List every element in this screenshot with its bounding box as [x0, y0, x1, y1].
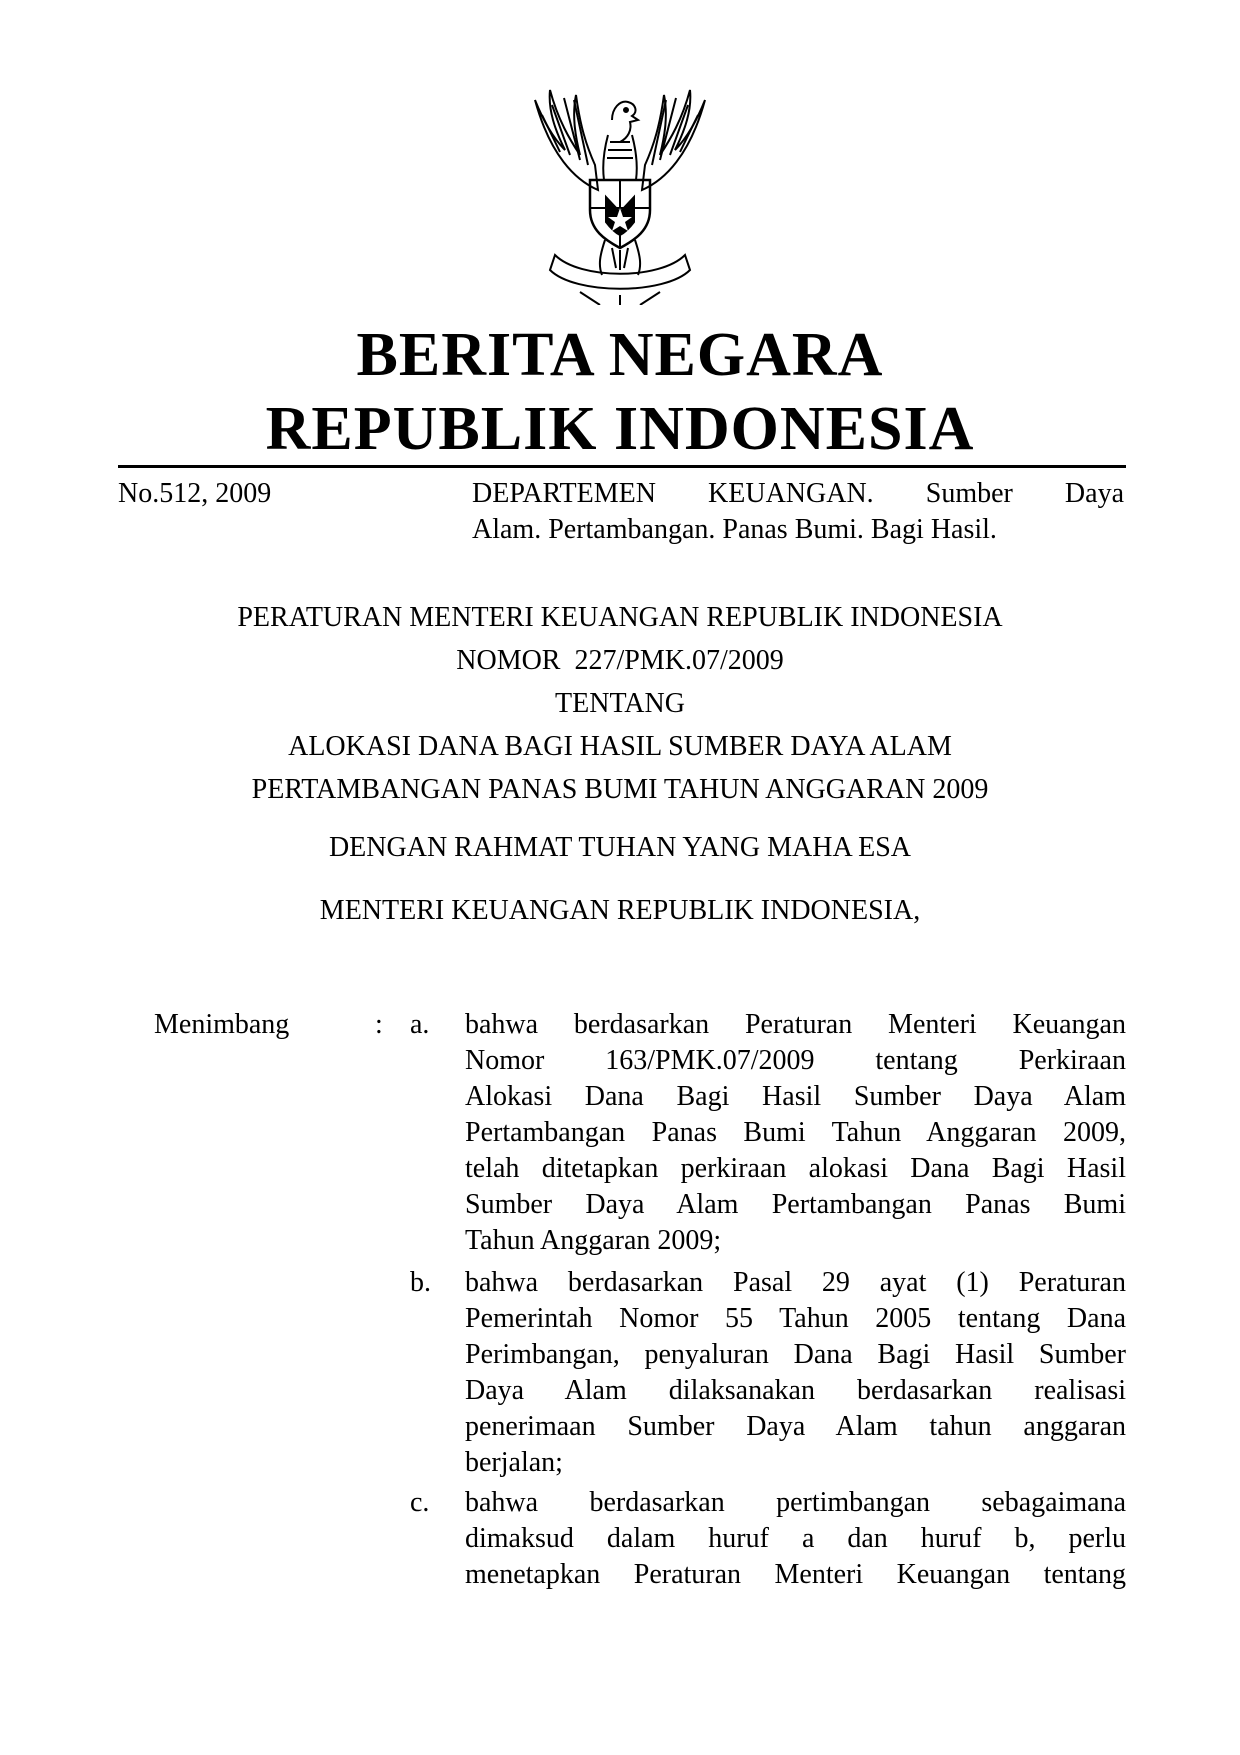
- item-line: Nomor 163/PMK.07/2009 tentang Perkiraan: [465, 1045, 1126, 1076]
- gazette-number: No.512, 2009: [118, 478, 272, 509]
- item-line: Tahun Anggaran 2009;: [465, 1225, 722, 1256]
- item-line: menetapkan Peraturan Menteri Keuangan tentang: [465, 1559, 1126, 1590]
- item-marker: b.: [410, 1267, 431, 1298]
- item-line: penerimaan Sumber Daya Alam tahun anggaran: [465, 1411, 1126, 1442]
- item-line: bahwa berdasarkan Pasal 29 ayat (1) Peraturan: [465, 1267, 1126, 1298]
- department-line-2: Alam. Pertambangan. Panas Bumi. Bagi Hasil.: [472, 514, 997, 545]
- header-divider: [118, 465, 1126, 468]
- gazette-title-line-2: REPUBLIK INDONESIA: [265, 395, 975, 463]
- department-line-1: DEPARTEMEN KEUANGAN. Sumber Daya: [472, 478, 1124, 509]
- authority: MENTERI KEUANGAN REPUBLIK INDONESIA,: [319, 895, 921, 926]
- regulation-number: NOMOR 227/PMK.07/2009: [456, 645, 784, 676]
- item-line: Alokasi Dana Bagi Hasil Sumber Daya Alam: [465, 1081, 1126, 1112]
- gazette-title-line-1: BERITA NEGARA: [356, 321, 884, 389]
- item-line: Sumber Daya Alam Pertambangan Panas Bumi: [465, 1189, 1126, 1220]
- invocation: DENGAN RAHMAT TUHAN YANG MAHA ESA: [328, 832, 912, 863]
- garuda-emblem-icon: [520, 80, 720, 305]
- item-marker: a.: [410, 1009, 430, 1040]
- item-line: Perimbangan, penyaluran Dana Bagi Hasil Sumber: [465, 1339, 1126, 1370]
- item-line: Pemerintah Nomor 55 Tahun 2005 tentang Dana: [465, 1303, 1126, 1334]
- department-description: [472, 476, 1124, 548]
- item-line: dimaksud dalam huruf a dan huruf b, perlu: [465, 1523, 1126, 1554]
- item-line: telah ditetapkan perkiraan alokasi Dana Bagi Hasil: [465, 1153, 1126, 1184]
- item-line: Pertambangan Panas Bumi Tahun Anggaran 2009,: [465, 1117, 1126, 1148]
- regulation-subject-line-2: PERTAMBANGAN PANAS BUMI TAHUN ANGGARAN 2009: [251, 774, 989, 805]
- item-line: berjalan;: [465, 1447, 563, 1478]
- menimbang-colon: :: [375, 1009, 383, 1040]
- menimbang-label: Menimbang: [154, 1009, 290, 1040]
- regulation-about: TENTANG: [555, 688, 685, 719]
- item-line: bahwa berdasarkan pertimbangan sebagaimana: [465, 1487, 1126, 1518]
- regulation-title: PERATURAN MENTERI KEUANGAN REPUBLIK INDONESIA: [237, 602, 1003, 633]
- item-line: Daya Alam dilaksanakan berdasarkan realisasi: [465, 1375, 1126, 1406]
- item-line: bahwa berdasarkan Peraturan Menteri Keuangan: [465, 1009, 1126, 1040]
- item-marker: c.: [410, 1487, 430, 1518]
- regulation-subject-line-1: ALOKASI DANA BAGI HASIL SUMBER DAYA ALAM: [288, 731, 952, 762]
